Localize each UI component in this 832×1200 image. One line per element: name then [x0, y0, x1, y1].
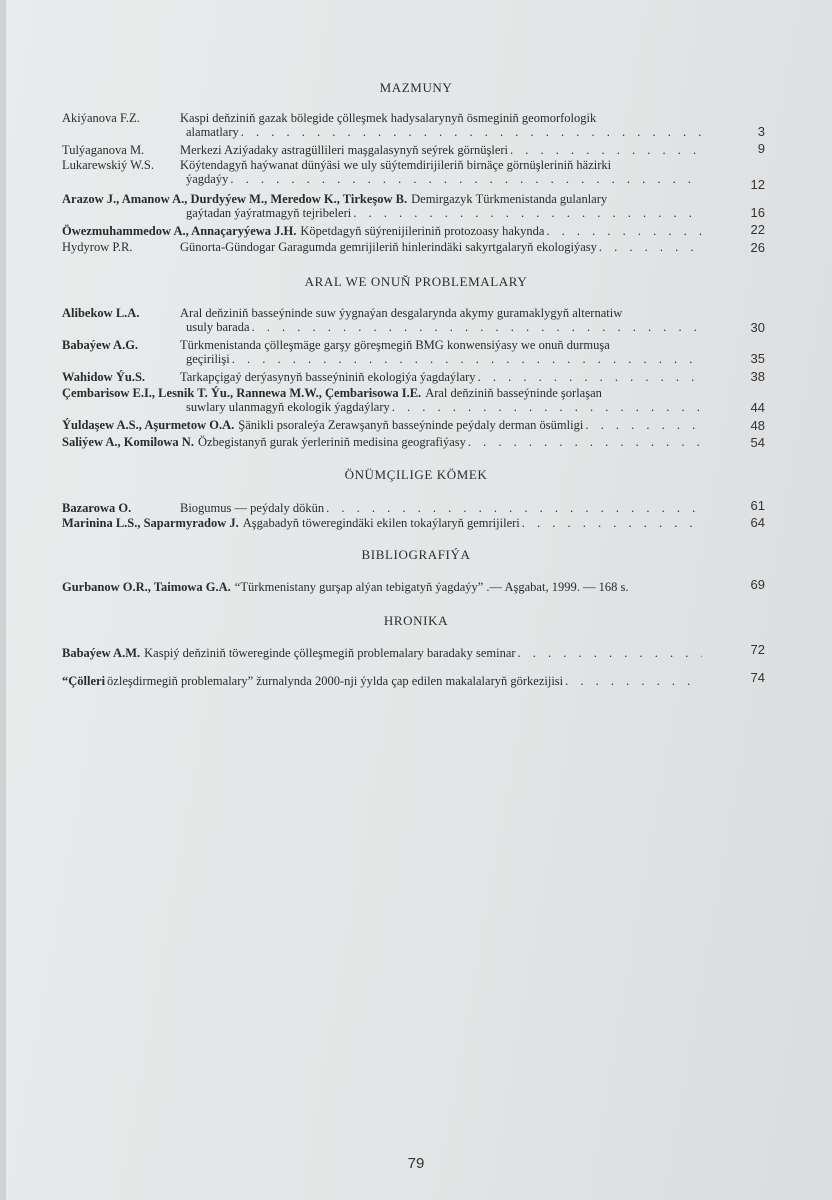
entry-author: Saliýew A., Komilowa N.	[62, 435, 194, 449]
toc-entry	[62, 386, 702, 414]
section-title-mazmuny: MAZMUNY	[379, 80, 453, 95]
section-title-aral: ARAL WE ONUŇ PROBLEMALARY	[304, 274, 528, 289]
entry-page: 26	[750, 240, 765, 255]
entry-author: Babaýew A.G.	[62, 338, 139, 352]
page-number: 79	[407, 1155, 425, 1172]
leader-dots	[466, 435, 702, 449]
entry-author: Marinina L.S., Saparmyradow J.	[62, 516, 239, 530]
toc-entry	[62, 646, 702, 660]
entry-page: 35	[750, 351, 765, 366]
entry-page: 30	[750, 320, 765, 335]
leader-dots	[351, 206, 702, 220]
entry-page: 48	[750, 418, 765, 433]
toc-entry	[62, 516, 702, 530]
entry-author: Tulýaganova M.	[62, 143, 145, 157]
entry-author: Alibekow L.A.	[62, 306, 140, 320]
entry-title-cont: gaýtadan ýaýratmagyň tejribeleri	[186, 206, 352, 220]
toc-entry	[62, 158, 702, 186]
entry-page: 74	[750, 670, 765, 685]
toc-entry	[62, 240, 702, 254]
entry-page: 22	[750, 222, 765, 237]
entry-author: Ýuldaşew A.S., Aşurmetow O.A.	[62, 418, 235, 432]
toc-entry	[62, 306, 702, 334]
entry-author: Çembarisow E.I., Lesnik T. Ýu., Rannewa M.W., Çembarisowa I.E.	[62, 386, 422, 400]
entry-title-cont: alamatlary	[186, 125, 239, 139]
entry-title: Kaspi deňziniň gazak bölegide çölleşmek hadysalarynyň ösmeginiň geomorfologik	[180, 111, 597, 125]
entry-page: 12	[750, 177, 765, 192]
entry-author: Bazarowa O.	[62, 501, 132, 515]
entry-page: 38	[750, 369, 765, 384]
entry-title: Aral deňziniň basseýninde şorlaşan	[425, 386, 602, 400]
entry-title: “Türkmenistany gurşap alýan tebigatyň ýagdaýy” .— Aşgabat, 1999. — 168 s.	[234, 580, 629, 594]
entry-title: Köýtendagyň haýwanat dünýäsi we uly süýtemdirijileriň birnäçe görnüşleriniň häzirki	[180, 158, 612, 172]
leader-dots	[250, 320, 702, 334]
entry-title: Tarkapçigaý derýasynyň basseýniniň ekologiýa ýagdaýlary	[180, 370, 476, 384]
toc-entry	[62, 338, 702, 366]
leader-dots	[544, 224, 702, 238]
toc-entry	[62, 501, 702, 515]
entry-page: 69	[750, 577, 765, 592]
leader-dots	[324, 501, 702, 515]
leader-dots	[583, 418, 702, 432]
entry-author: Arazow J., Amanow A., Durdyýew M., Meredow K., Tirkeşow B.	[62, 192, 408, 206]
entry-title: Biogumus — peýdaly dökün	[180, 501, 325, 515]
entry-author: “Çölleri	[62, 674, 106, 688]
entry-title: özleşdirmegiň problemalary” žurnalynda 2000-nji ýylda çap edilen makalalaryň görkezijisi	[107, 674, 564, 688]
entry-page: 61	[750, 498, 765, 513]
entry-title: Kaspiý deňziniň töwereginde çölleşmegiň problemalary baradaky seminar	[144, 646, 516, 660]
section-title-bibliografiya: BIBLIOGRAFIÝA	[361, 547, 471, 562]
leader-dots	[516, 646, 702, 660]
entry-title: Özbegistanyň gurak ýerleriniň medisina geografiýasy	[197, 435, 466, 449]
leader-dots	[563, 674, 702, 688]
entry-page: 9	[757, 141, 765, 156]
toc-entry	[62, 580, 702, 594]
entry-title-cont: ýagdaýy	[186, 172, 229, 186]
leader-dots	[228, 172, 702, 186]
entry-title-cont: suwlary ulanmagyň ekologik ýagdaýlary	[186, 400, 390, 414]
entry-title: Türkmenistanda çölleşmäge garşy göreşmegiň BMG konwensiýasy we onuň durmuşa	[180, 338, 610, 352]
page-edge-shadow	[0, 0, 6, 1200]
leader-dots	[390, 400, 702, 414]
leader-dots	[476, 370, 702, 384]
leader-dots	[239, 125, 702, 139]
entry-page: 44	[750, 400, 765, 415]
leader-dots	[520, 516, 702, 530]
entry-page: 54	[750, 435, 765, 450]
leader-dots	[597, 240, 702, 254]
entry-author: Wahidow Ýu.S.	[62, 370, 146, 384]
entry-title: Merkezi Aziýadaky astragüllileri maşgalasynyň seýrek görnüşleri	[180, 143, 509, 157]
entry-author: Hydyrow P.R.	[62, 240, 133, 254]
leader-dots	[508, 143, 702, 157]
entry-title: Aral deňziniň basseýninde suw ýygnaýan desgalarynda akymy guramaklygyň alternatiw	[180, 306, 623, 320]
entry-page: 64	[750, 515, 765, 530]
entry-page: 16	[750, 205, 765, 220]
entry-page: 72	[750, 642, 765, 657]
entry-author: Babaýew A.M.	[62, 646, 141, 660]
toc-entry	[62, 192, 702, 220]
toc-entry	[62, 435, 702, 449]
entry-author: Gurbanow O.R., Taimowa G.A.	[62, 580, 231, 594]
toc-entry	[62, 224, 702, 238]
entry-title: Köpetdagyň süýrenijileriniň protozoasy hakynda	[300, 224, 545, 238]
toc-entry	[62, 370, 702, 384]
section-title-hronika: HRONIKA	[383, 613, 449, 628]
toc-entry	[62, 674, 702, 688]
entry-page: 3	[757, 124, 765, 139]
leader-dots	[230, 352, 702, 366]
entry-author: Öwezmuhammedow A., Annaçaryýewa J.H.	[62, 224, 297, 238]
section-title-onumcilige: ÖNÜMÇILIGE KÖMEK	[344, 467, 488, 482]
entry-title-cont: geçirilişi	[186, 352, 230, 366]
toc-entry	[62, 418, 702, 432]
entry-title: Demirgazyk Türkmenistanda gulanlary	[411, 192, 608, 206]
entry-title: Şänikli psoraleýa Zerawşanyň basseýninde peýdaly derman ösümligi	[238, 418, 584, 432]
entry-title: Günorta-Gündogar Garagumda gemrijileriň hinlerindäki sakyrtgalaryň ekologiýasy	[180, 240, 597, 254]
toc-entry	[62, 111, 702, 139]
entry-title: Aşgabadyň töweregindäki ekilen tokaýlaryň gemrijileri	[242, 516, 520, 530]
entry-author: Akiýanova F.Z.	[62, 111, 140, 125]
entry-title-cont: usuly barada	[186, 320, 250, 334]
entry-author: Lukarewskiý W.S.	[62, 158, 155, 172]
toc-entry	[62, 143, 702, 157]
